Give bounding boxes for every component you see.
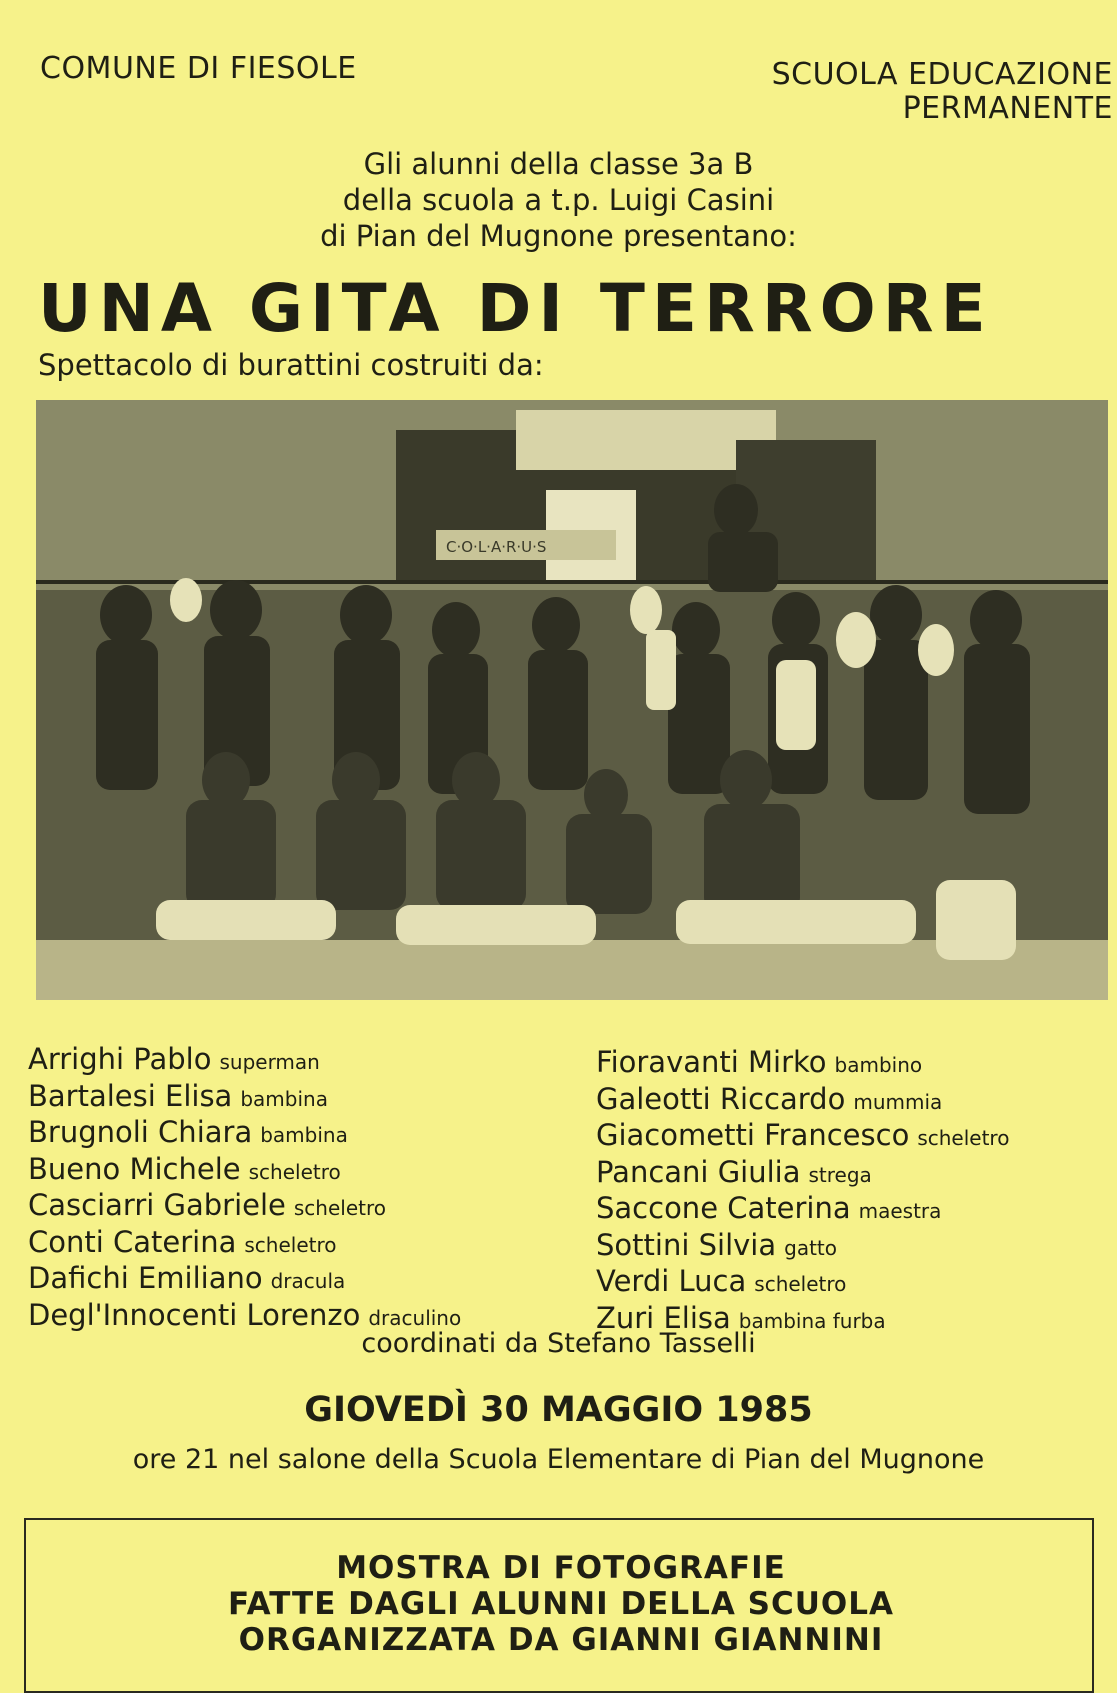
exhibit-line-1: MOSTRA DI FOTOGRAFIE (336, 1550, 786, 1586)
cast-name: Conti Caterina (28, 1224, 237, 1259)
cast-role: bambino (834, 1053, 923, 1077)
cast-name: Arrighi Pablo (28, 1042, 212, 1076)
cast-role: draculino (368, 1305, 462, 1330)
cast-role: scheletro (917, 1126, 1010, 1150)
cast-name: Bartalesi Elisa (28, 1078, 233, 1113)
cast-role: strega (808, 1162, 872, 1187)
exhibit-line-2: FATTE DAGLI ALUNNI DELLA SCUOLA (227, 1586, 894, 1622)
cast-name: Pancani Giulia (596, 1154, 801, 1189)
cast-entry (28, 1226, 461, 1263)
show-subtitle: Spettacolo di burattini costruiti da: (38, 348, 544, 382)
municipality-header: COMUNE DI FIESOLE (40, 51, 357, 86)
cast-name: Casciarri Gabriele (28, 1188, 286, 1222)
stage-sign-text: C·O·L·A·R·U·S (446, 538, 547, 556)
cast-role: bambina (240, 1086, 328, 1111)
cast-name: Giacometti Francesco (596, 1118, 910, 1152)
cast-entry (596, 1046, 1009, 1083)
cast-role: mummia (853, 1089, 943, 1114)
event-date: GIOVEDÌ 30 MAGGIO 1985 (304, 1390, 813, 1430)
cast-name: Dafichi Emiliano (28, 1261, 263, 1295)
cast-name: Degl'Innocenti Lorenzo (28, 1297, 361, 1332)
school-header-line2: PERMANENTE (902, 91, 1113, 126)
cast-role: bambina (260, 1123, 348, 1147)
cast-list-left (28, 1043, 461, 1335)
school-header-line1: SCUOLA EDUCAZIONE (771, 57, 1113, 92)
show-title: UNA GITA DI TERRORE (38, 270, 993, 347)
exhibit-box (24, 1518, 1094, 1693)
cast-entry (28, 1189, 461, 1226)
cast-role: bambina furba (738, 1308, 886, 1333)
cast-role: dracula (270, 1269, 346, 1293)
cast-name: Zuri Elisa (596, 1300, 731, 1335)
intro-line-2: della scuola a t.p. Luigi Casini (342, 183, 775, 217)
cast-role: scheletro (248, 1159, 341, 1184)
cast-entry (596, 1265, 1009, 1302)
cast-role: scheletro (754, 1272, 847, 1296)
cast-name: Brugnoli Chiara (28, 1115, 253, 1149)
cast-entry (596, 1119, 1009, 1156)
cast-name: Galeotti Riccardo (596, 1081, 846, 1116)
school-header (772, 58, 1113, 126)
cast-entry (28, 1080, 461, 1117)
cast-entry (28, 1153, 461, 1190)
cast-name: Fioravanti Mirko (596, 1045, 827, 1079)
cast-list-right (596, 1046, 1009, 1338)
cast-entry (596, 1192, 1009, 1229)
exhibit-line-3: ORGANIZZATA DA GIANNI GIANNINI (238, 1622, 884, 1658)
cast-entry (596, 1156, 1009, 1193)
class-photo (36, 400, 1108, 1000)
cast-role: maestra (858, 1199, 942, 1223)
event-venue: ore 21 nel salone della Scuola Elementare di Pian del Mugnone (132, 1444, 985, 1475)
cast-entry (28, 1262, 461, 1299)
coordinator-credit: coordinati da Stefano Tasselli (361, 1328, 756, 1359)
intro-line-3: di Pian del Mugnone presentano: (320, 219, 797, 253)
cast-name: Bueno Michele (28, 1151, 241, 1186)
class-photo-illustration (36, 400, 1108, 1000)
cast-role: scheletro (293, 1196, 387, 1220)
cast-entry (596, 1229, 1009, 1266)
cast-entry (596, 1083, 1009, 1120)
cast-entry (28, 1116, 461, 1153)
cast-entry (28, 1043, 461, 1080)
cast-role: scheletro (244, 1232, 337, 1257)
cast-name: Saccone Caterina (596, 1191, 851, 1225)
cast-role: superman (219, 1050, 320, 1074)
intro-block (0, 146, 1117, 254)
cast-name: Sottini Silvia (596, 1227, 777, 1262)
cast-name: Verdi Luca (596, 1264, 747, 1298)
intro-line-1: Gli alunni della classe 3a B (363, 147, 754, 181)
cast-role: gatto (784, 1235, 837, 1260)
